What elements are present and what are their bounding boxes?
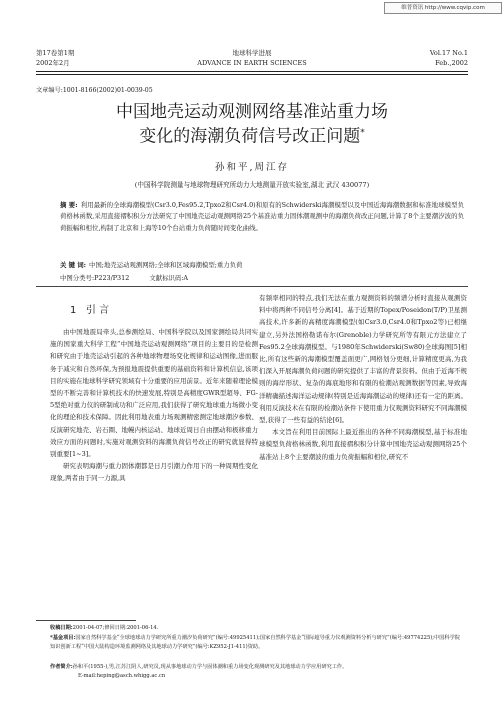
- authors: 孙和平,周江存: [214, 162, 290, 173]
- classification: [60, 273, 464, 282]
- footnote-text: 2001-04-07;修回日期:2001-06-14.: [72, 625, 159, 631]
- body-column-left: [50, 292, 258, 485]
- abstract: [60, 200, 464, 234]
- section-title: 引 言: [85, 305, 110, 316]
- footnote-label: 作者简介:: [50, 664, 73, 670]
- issue-date: 2002年2月: [36, 59, 70, 67]
- journal-name-en: ADVANCE IN EARTH SCIENCES: [197, 59, 307, 67]
- keywords-label: 关 键 词:: [60, 261, 86, 269]
- body-column-right: [259, 292, 467, 463]
- footnote-label: 收稿日期:: [50, 625, 73, 631]
- abstract-label: 摘 要:: [60, 201, 78, 209]
- volume-issue: 第17卷第1期: [36, 49, 75, 57]
- title-text: 变化的海潮负荷信号改正问题: [139, 126, 361, 147]
- page-title-line-1: 中国地壳运动观测网络基准站重力场: [116, 102, 388, 122]
- footnote-received: [50, 624, 464, 633]
- journal-name: [36, 48, 468, 68]
- title-footnote-mark: *: [360, 128, 365, 138]
- footnote-fund: [50, 634, 464, 652]
- affiliation: (中国科学院测量与地球物理研究所动力大地测量开放实验室,湖北 武汉 430077): [134, 181, 370, 189]
- article-number: 文章编号:1001-8166(2002)01-0039-05: [36, 87, 153, 94]
- footnote-text: 国家自然科学基金“全球地球动力学研究所重力潮汐负荷研究”(编号:49925411);国家自然科学基金“国际超导重力仪观测资料分析与研究”(编号:49774225);中国科学院知识创新工程“中国大陆构造环境监测网络及其地球动力学研究”(编号:KZ952-J1-411)资助。: [50, 635, 460, 650]
- paragraph: 有频率相同的特点,我们无法在重力观测资料的频谱分析时直接从观测资料中将两种不同信号分离[4]。基于近期的Topex/Poseidon(T/P)卫星测高技术,许多新的高精度海潮模型(如Csr3.0,Csr4.0和Tpxo2等)已相继建立,另外法国格勒诺布尔(Grenoble)力学研究所等有限元方法建立了Fes95.2全球海潮模型。与1980年Schwiderski(Sw80)全球海图[5]相比,所有这些新的海潮模型覆盖面更广,网格划分更细,计算精度更高,为我们深入开展海潮负荷问题的研究提供了丰富的背景资料。但由于近海不规则的海岸形状、复杂的海底地形和有限的检潮站观测数据等因素,导致海洋精确描述海洋运动规律(特别是近海海潮运动的规律)还有一定的距离。利用反演技术在有限的检潮站条件下使用重力仪观测资料研究不同海潮模型,获得了一些有益的结论[6]。: [259, 294, 467, 425]
- abstract-text: 利用最新的全球海潮模型(Csr3.0,Fes95.2,Tpxo2和Csr4.0)和原有的Schwiderski海潮模型以及中国近海海潮数据和标准地球模型负荷格林函数,采用直接褶积积分方法研究了中国地壳运动观测网络25个基准站重力固体潮观测中的海潮负荷改正问题,计算了8个主要潮汐波的负荷振幅和相位,构制了北京和上海等10个台站重力负荷随时间变化曲线。: [60, 201, 464, 232]
- page-title-line-2: [0, 123, 504, 147]
- document-code: 文献标识码:A: [149, 274, 189, 282]
- paragraph: 由中国地震局牵头,总参测绘局、中国科学院以及国家测绘局共同实施的国家重大科学工程“中国地壳运动观测网络”项目的主要目的是检测和研究由于地壳运动引起的各种地球物理场变化规律和运动图像,进而服务于减灾和自然环保,为预报地震提供重要的基础资料和计算机信息,该项目的实施在地球科学研究领域有十分重要的应用前景。近年来随着理论模型的不断完善和计算机技术的快速发展,特别是高精度GWR型超导、FG-5型绝对重力仪的研制成功和广泛应用,我们获得了研究地球重力场微小变化的理论和技术保障。因此利用地表重力场观测精密测定地球潮汐参数、反演研究地壳、岩石圈、地幔内核运动、地球近周日自由摆动和极移重力效应方面的问题时,实施对观测资料的海潮负荷信号改正的研究就显得特别重要[1~3]。: [50, 328, 258, 459]
- footnote-label: *基金项目:: [50, 635, 76, 641]
- watermark-badge: 维普资讯 http://www.cqvip.com: [384, 2, 502, 14]
- abstract-divider: [36, 286, 468, 287]
- section-number: 1: [70, 305, 77, 316]
- keywords-text: 中国;地壳运动观测网络;全球和区域海潮模型;重力负荷: [88, 261, 243, 269]
- header-rule-thin: [36, 74, 468, 75]
- volume-issue-en: Vol.17 No.1: [429, 49, 468, 57]
- journal-name-cn: 地球科学进展: [232, 49, 272, 57]
- issue-date-en: Feb.,2002: [435, 59, 468, 67]
- section-heading: [70, 304, 258, 318]
- paragraph: 本文旨在利用目前国际上最近推出的各种不同海潮模型,基于标准地球模型负荷格林函数,利用直接褶积积分计算中国地壳运动观测网络25个基准站上8个主要潮波的重力负荷振幅和相位,研究不: [259, 428, 467, 461]
- keywords: [60, 260, 464, 269]
- footnote-author: [50, 663, 464, 672]
- issue-info-en: [430, 48, 468, 68]
- footnote-rule: [36, 620, 136, 621]
- footnote-text: 孙和平(1955-),男,江苏江阴人,研究员,现从事地球动力学与固体潮和重力场变化观测研究及其地球动力学应用研究工作。: [72, 664, 348, 670]
- paragraph: 研究表明海潮与重力固体潮都是日月引潮力作用下的一种周期性变化现象,两者由于同一力源,具: [50, 462, 258, 483]
- footnote-email: E-mail:heping@asch.whigg.ac.cn: [78, 673, 166, 679]
- header-rule: [36, 71, 468, 72]
- clc-number: 中图分类号:P223/P312: [60, 274, 130, 282]
